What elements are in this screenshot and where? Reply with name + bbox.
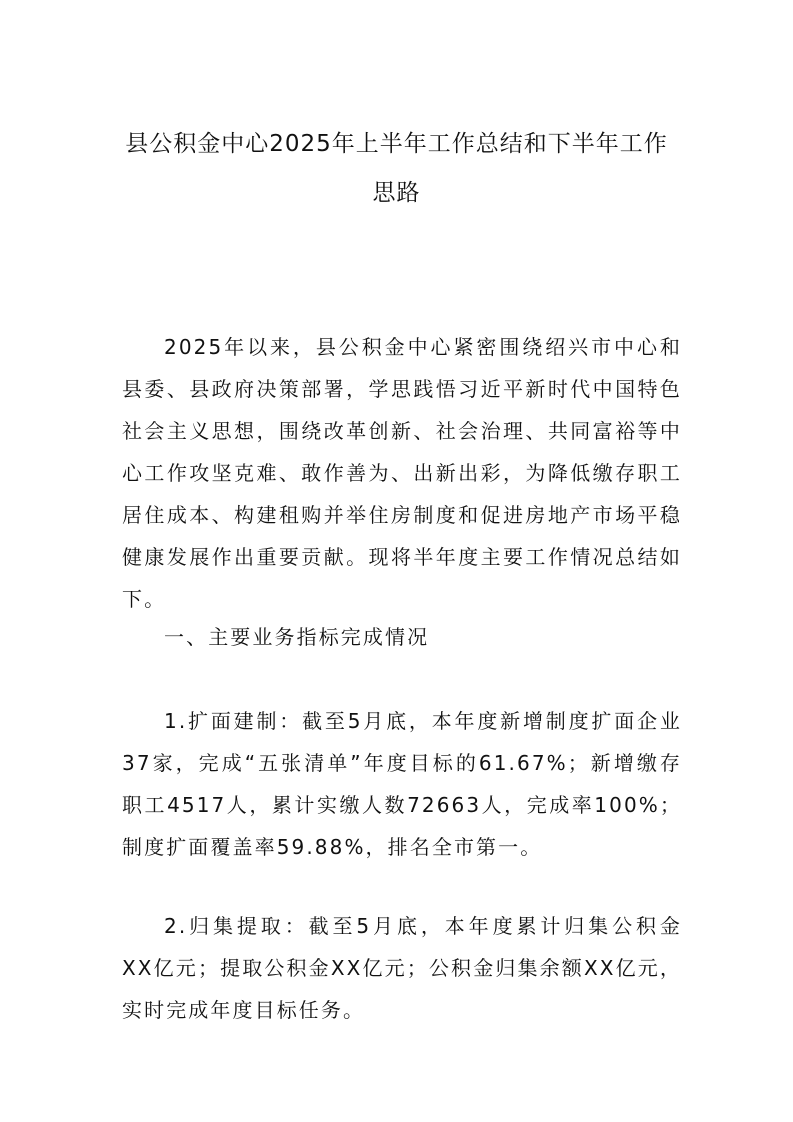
- section-heading: 一、主要业务指标完成情况: [164, 625, 430, 649]
- item-paragraph-2: 2.归集提取：截至5月底，本年度累计归集公积金 XX亿元；提取公积金XX亿元；公积金归集余额XX亿元，实时完成年度目标任务。: [122, 914, 682, 1022]
- intro-paragraph: 2025年以来，县公积金中心紧密围绕绍兴市中心和县委、县政府决策部署，学思践悟习近平新时代中国特色社会主义思想，围绕改革创新、社会治理、共同富裕等中心工作攻坚克难、敢作善为、出新出彩，为降低缴存职工居住成本、构建租购并举住房制度和促进房地产市场平稳健康发展作出重要贡献。现将半年度主要工作情况总结如下。: [122, 335, 682, 611]
- document-title-line-1: 县公积金中心2025年上半年工作总结和下半年工作: [125, 131, 668, 157]
- item-paragraph-1: 1.扩面建制：截至5月底，本年度新增制度扩面企业37家，完成“五张清单”年度目标的61.67%；新增缴存职工4517人，累计实缴人数72663人，完成率100%；制度扩面覆盖率59.88%，排名全市第一。: [122, 709, 682, 859]
- document-title-line-2: 思路: [372, 180, 421, 206]
